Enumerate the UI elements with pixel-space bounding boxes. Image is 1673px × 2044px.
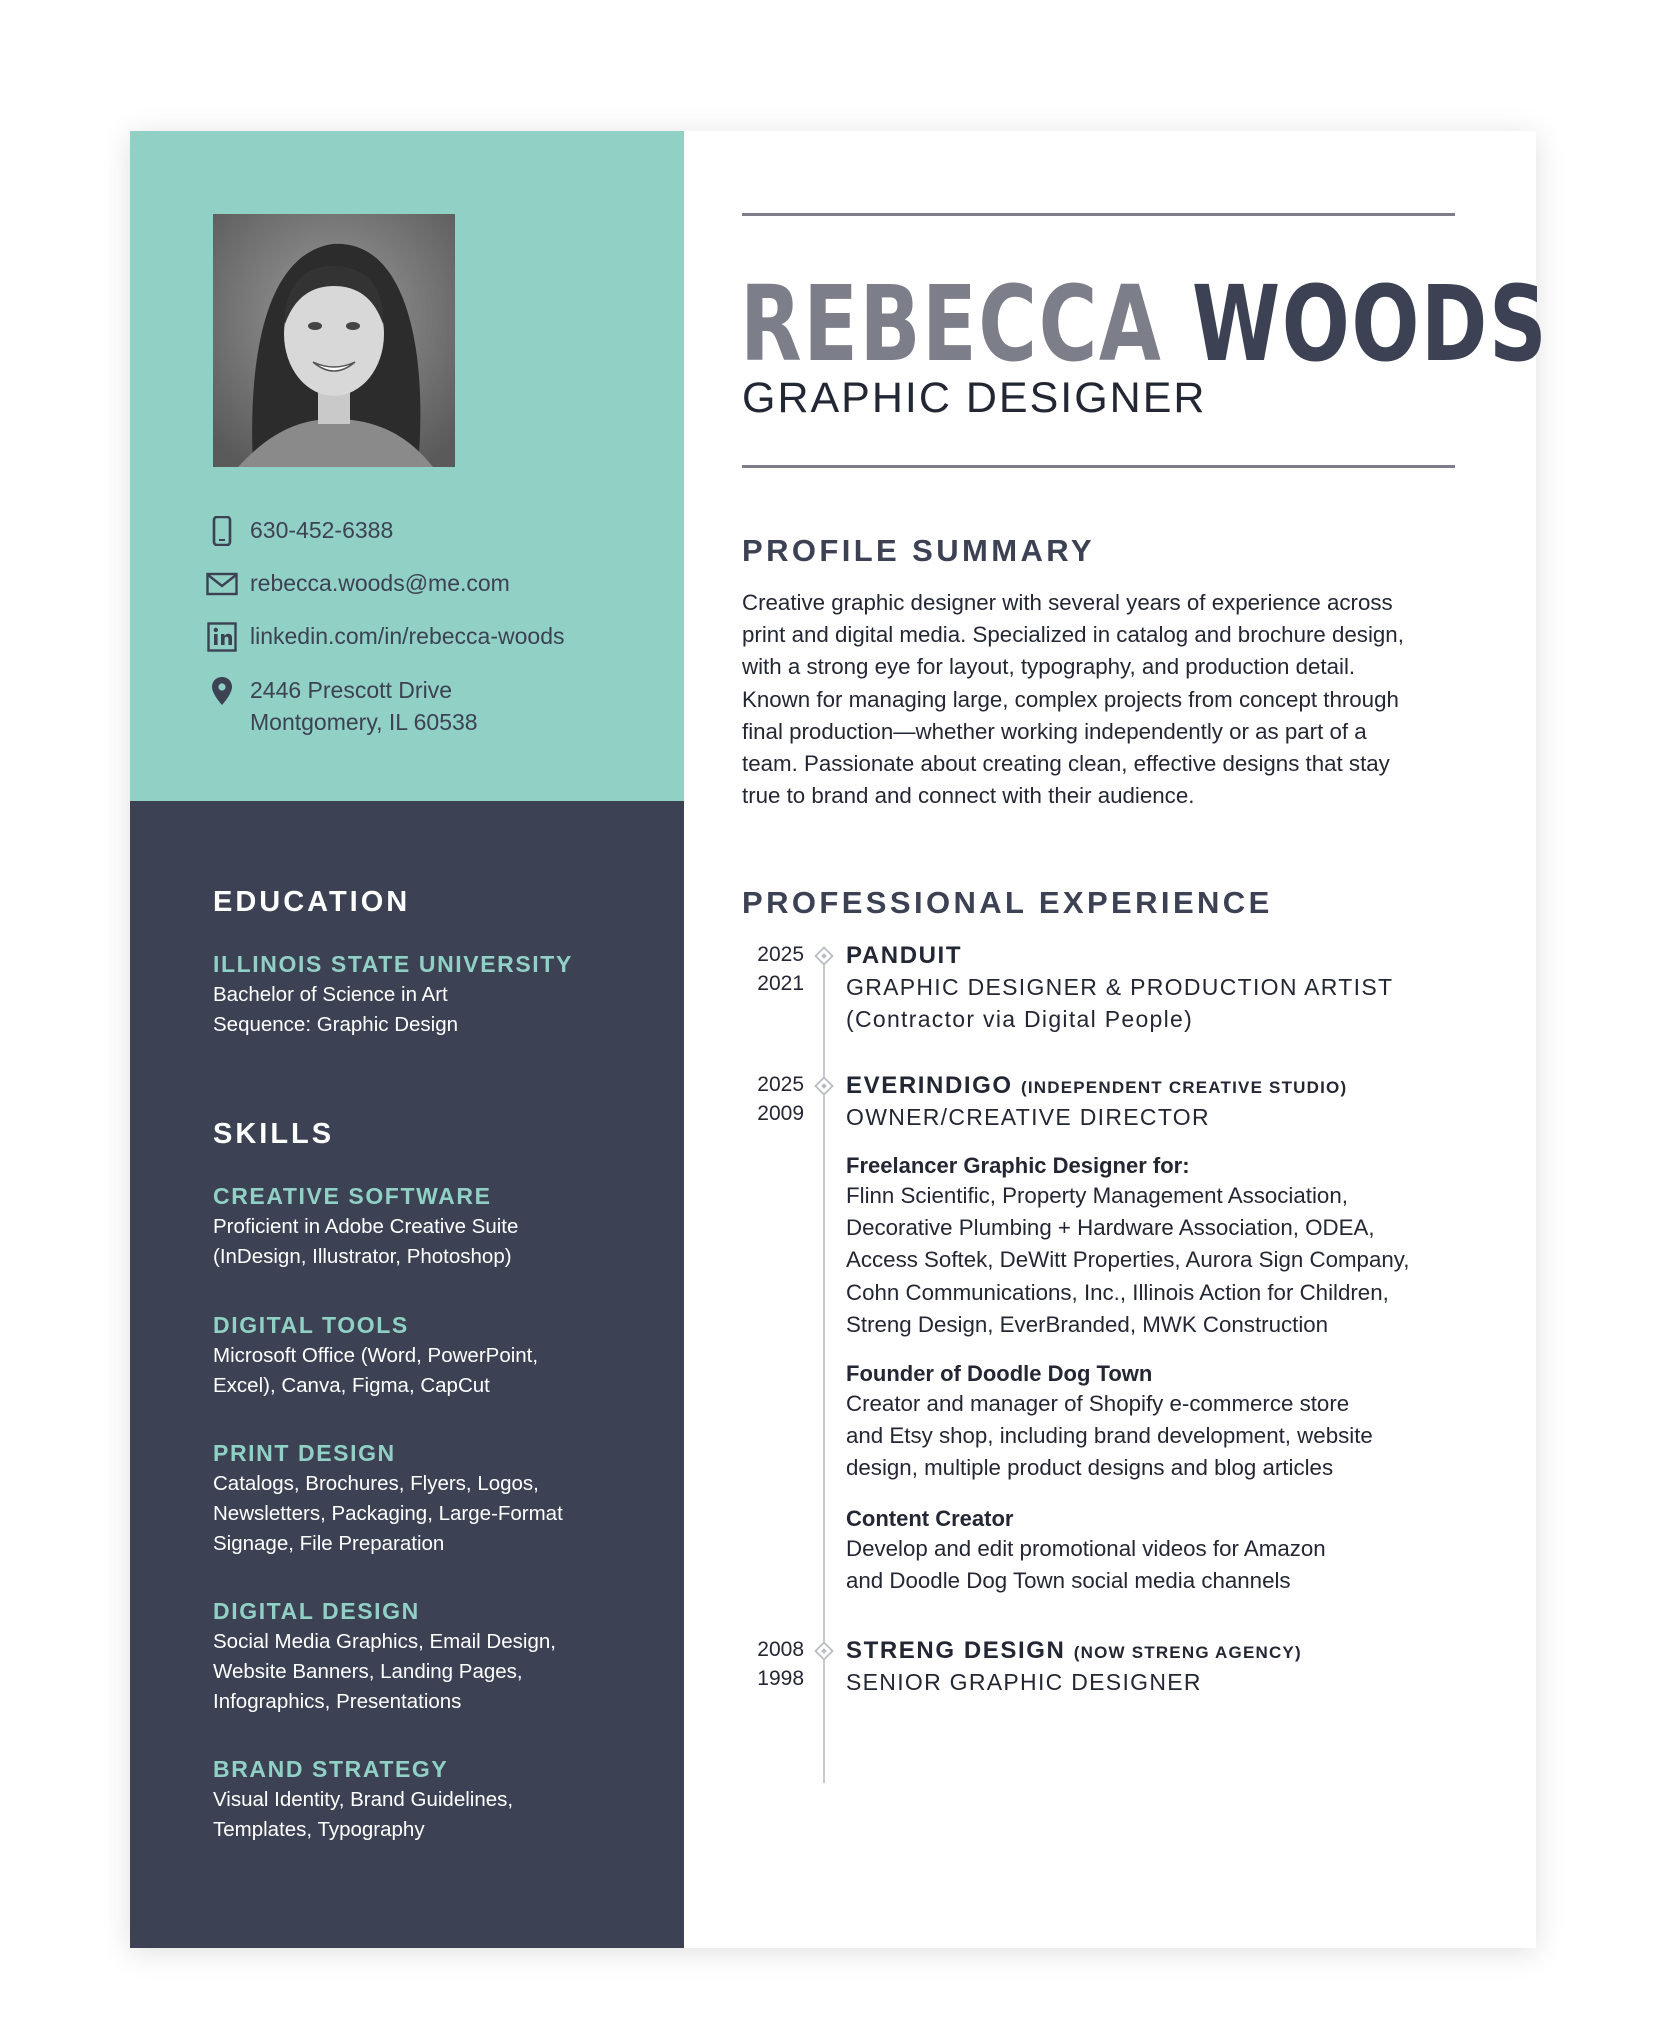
header-top-rule (742, 213, 1455, 216)
summary-line: team. Passionate about creating clean, effective designs that stay (742, 751, 1390, 777)
job-end-year: 2008 (757, 1638, 804, 1661)
job-role (846, 1101, 1210, 1133)
job-start-year: 2021 (757, 972, 804, 995)
contact-phone (205, 514, 393, 546)
skill-name: PRINT DESIGN (213, 1440, 396, 1466)
job-end-year: 2025 (757, 943, 804, 966)
linkedin-url: linkedin.com/in/rebecca-woods (250, 623, 565, 649)
skill-name: BRAND STRATEGY (213, 1756, 449, 1782)
profile-summary-text (742, 587, 1462, 812)
summary-line: print and digital media. Specialized in catalog and brochure design, (742, 622, 1404, 648)
job-start-year: 1998 (757, 1667, 804, 1690)
skill-line: Visual Identity, Brand Guidelines, (213, 1788, 514, 1811)
sub-role-description (846, 1533, 1486, 1597)
description-line: Access Softek, DeWitt Properties, Aurora Sign Company, (846, 1247, 1410, 1273)
skill-description (213, 1627, 633, 1717)
skill-name: DIGITAL TOOLS (213, 1312, 409, 1338)
company-name: EVERINDIGO (846, 1072, 1013, 1099)
description-line: Decorative Plumbing + Hardware Association, ODEA, (846, 1215, 1375, 1241)
contact-linkedin (205, 620, 565, 652)
address-line-1: 2446 Prescott Drive (250, 677, 452, 703)
company-name: STRENG DESIGN (846, 1637, 1066, 1664)
summary-line: final production—whether working independently or as part of a (742, 718, 1367, 744)
experience-heading: PROFESSIONAL EXPERIENCE (742, 885, 1273, 920)
contact-email (205, 567, 510, 599)
company-note: (NOW STRENG AGENCY) (1073, 1643, 1302, 1662)
job-company (846, 942, 962, 970)
role-title: OWNER/CREATIVE DIRECTOR (846, 1104, 1210, 1130)
education-school: ILLINOIS STATE UNIVERSITY (213, 951, 573, 977)
job-company (846, 1637, 1302, 1665)
description-line: Cohn Communications, Inc., Illinois Action for Children, (846, 1279, 1389, 1305)
timeline-marker-icon (814, 1641, 834, 1661)
skill-description (213, 1469, 633, 1559)
location-pin-icon (205, 676, 239, 706)
header-bottom-rule (742, 465, 1455, 468)
job-start-year: 2009 (757, 1102, 804, 1125)
skill-line: Proficient in Adobe Creative Suite (213, 1215, 519, 1238)
phone-number: 630-452-6388 (250, 517, 394, 543)
resume-page (130, 131, 1549, 1948)
job-role (846, 971, 1393, 1035)
skill-line: Microsoft Office (Word, PowerPoint, (213, 1344, 539, 1367)
sub-role-heading: Founder of Doodle Dog Town (846, 1361, 1153, 1386)
skill-name: CREATIVE SOFTWARE (213, 1183, 492, 1209)
job-end-year: 2025 (757, 1073, 804, 1096)
description-line: and Doodle Dog Town social media channels (846, 1568, 1291, 1594)
education-heading: EDUCATION (213, 886, 411, 918)
summary-line: Creative graphic designer with several years of experience across (742, 590, 1393, 615)
first-name: REBECCA (740, 263, 1163, 385)
skill-description (213, 1341, 633, 1401)
address (250, 674, 478, 738)
job-years (742, 940, 804, 998)
skill-description (213, 1785, 633, 1845)
description-line: Develop and edit promotional videos for Amazon (846, 1536, 1326, 1561)
skill-line: Social Media Graphics, Email Design, (213, 1630, 556, 1653)
job-title: GRAPHIC DESIGNER (742, 374, 1207, 422)
description-line: Flinn Scientific, Property Management Association, (846, 1183, 1348, 1208)
sub-role-heading: Content Creator (846, 1506, 1014, 1531)
description-line: Creator and manager of Shopify e-commerce store (846, 1391, 1350, 1416)
phone-icon (205, 516, 239, 546)
education-sequence: Sequence: Graphic Design (213, 1013, 459, 1036)
skill-line: (InDesign, Illustrator, Photoshop) (213, 1245, 512, 1268)
summary-line: Known for managing large, complex projects from concept through (742, 686, 1399, 712)
skill-line: Newsletters, Packaging, Large-Format (213, 1502, 563, 1525)
summary-line: true to brand and connect with their audience. (742, 783, 1195, 809)
sub-role-description (846, 1388, 1486, 1485)
skills-heading: SKILLS (213, 1118, 335, 1150)
education-details (213, 980, 633, 1040)
skill-line: Website Banners, Landing Pages, (213, 1660, 523, 1683)
sub-role-heading: Freelancer Graphic Designer for: (846, 1153, 1190, 1178)
skill-line: Excel), Canva, Figma, CapCut (213, 1374, 490, 1397)
profile-photo (213, 214, 455, 467)
job-years (742, 1635, 804, 1693)
last-name: WOODS (1191, 263, 1549, 385)
job-company (846, 1072, 1347, 1100)
timeline-marker-icon (814, 1076, 834, 1096)
timeline-marker-icon (814, 946, 834, 966)
skill-line: Infographics, Presentations (213, 1690, 462, 1713)
skill-line: Templates, Typography (213, 1818, 425, 1841)
email-icon (205, 569, 239, 599)
description-line: and Etsy shop, including brand development, website (846, 1423, 1373, 1449)
summary-line: with a strong eye for layout, typography, and production detail. (742, 654, 1356, 680)
education-degree: Bachelor of Science in Art (213, 983, 448, 1006)
job-role (846, 1666, 1202, 1698)
skill-name: DIGITAL DESIGN (213, 1598, 420, 1624)
contact-address (205, 674, 478, 738)
company-name: PANDUIT (846, 942, 963, 969)
skill-line: Catalogs, Brochures, Flyers, Logos, (213, 1472, 539, 1495)
role-title: GRAPHIC DESIGNER & PRODUCTION ARTIST (846, 974, 1394, 1000)
description-line: Streng Design, EverBranded, MWK Construction (846, 1311, 1329, 1337)
role-title: SENIOR GRAPHIC DESIGNER (846, 1669, 1202, 1695)
job-years (742, 1070, 804, 1128)
profile-summary-heading: PROFILE SUMMARY (742, 533, 1095, 568)
description-line: design, multiple product designs and blog articles (846, 1455, 1334, 1481)
skill-line: Signage, File Preparation (213, 1532, 445, 1555)
role-note: (Contractor via Digital People) (846, 1006, 1194, 1032)
sub-role-description (846, 1180, 1486, 1341)
email-address: rebecca.woods@me.com (250, 570, 510, 596)
company-note: (INDEPENDENT CREATIVE STUDIO) (1020, 1078, 1348, 1097)
linkedin-icon (205, 622, 239, 652)
skill-description (213, 1212, 633, 1272)
address-line-2: Montgomery, IL 60538 (250, 709, 478, 735)
